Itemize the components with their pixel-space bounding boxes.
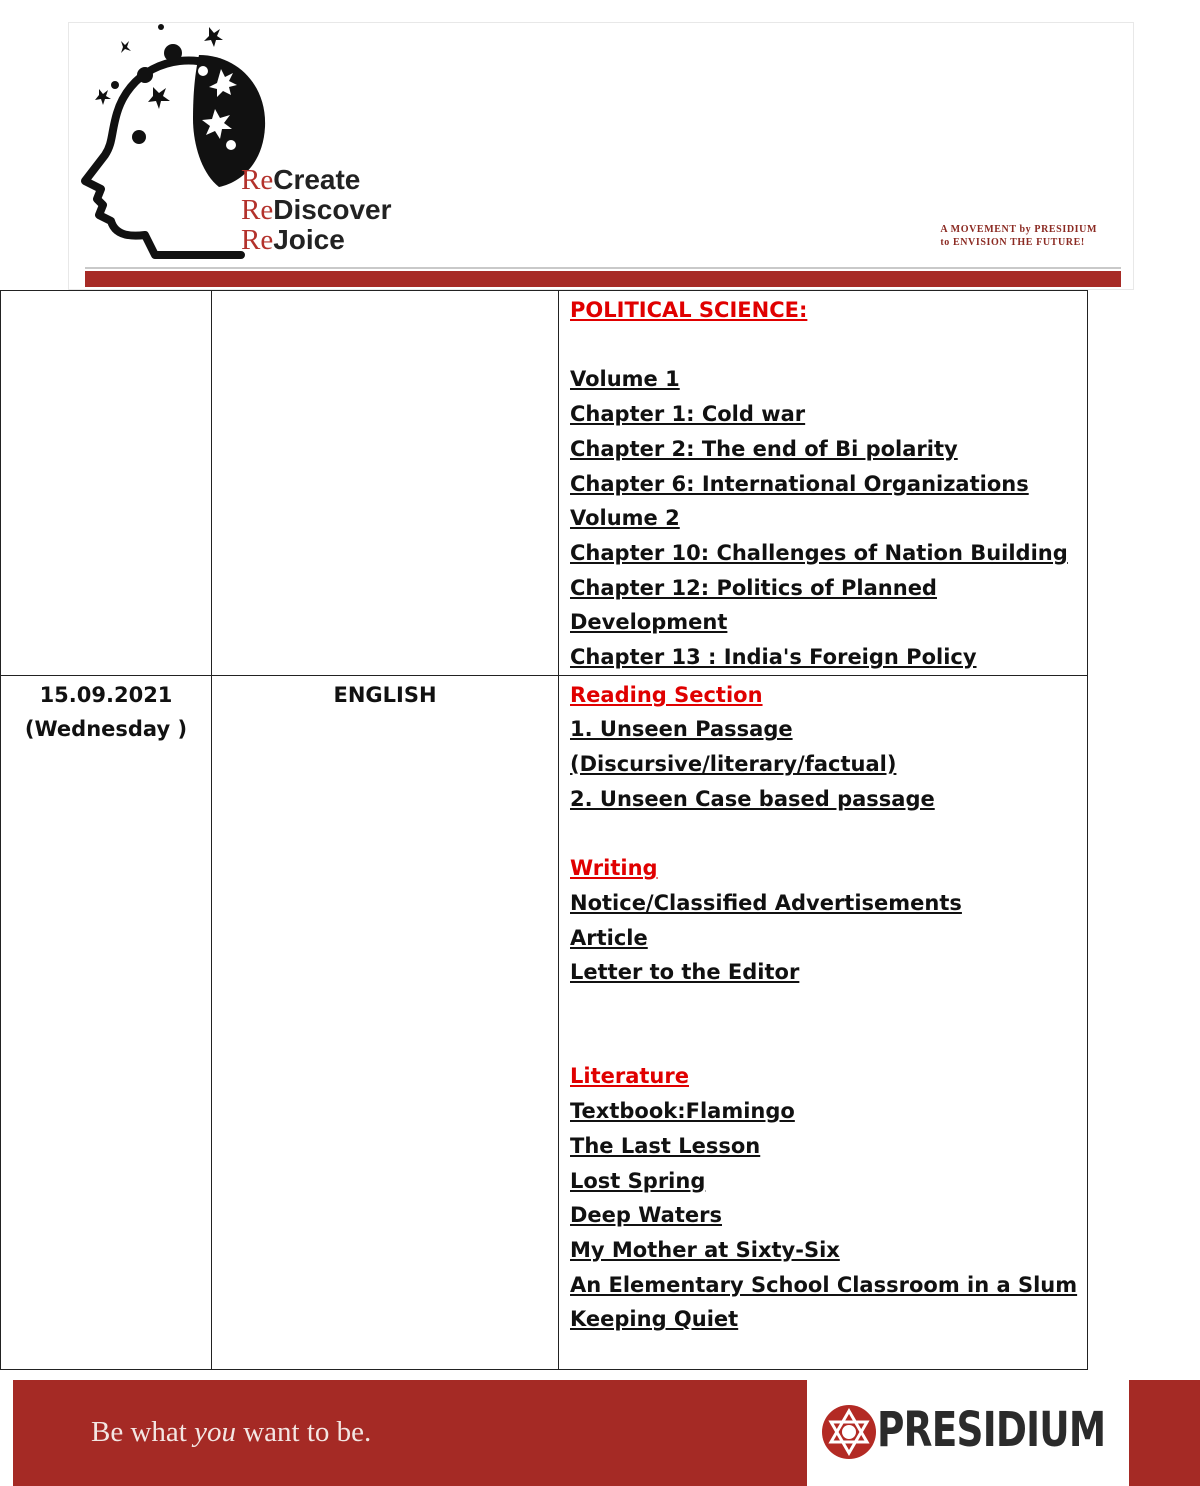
exam-day: (Wednesday ) — [24, 717, 188, 742]
footer-motto — [91, 1416, 371, 1449]
syllabus-cell — [559, 675, 1088, 1369]
syllabus-line: Chapter 10: Challenges of Nation Building — [570, 540, 1068, 565]
syllabus-line: Keeping Quiet — [570, 1307, 739, 1332]
recreate-head-logo-icon — [69, 23, 269, 263]
motto-emphasis: you — [194, 1416, 236, 1448]
syllabus-line: Notice/Classified Advertisements — [570, 890, 962, 915]
syllabus-section-heading: Reading Section — [570, 682, 763, 707]
syllabus-line: 1. Unseen Passage — [570, 717, 793, 742]
table-row — [1, 675, 1088, 1369]
subject-name: ENGLISH — [333, 682, 437, 707]
logo-word: Discover — [273, 194, 392, 225]
syllabus-line: Article — [570, 925, 648, 950]
syllabus-line: Development — [570, 610, 728, 635]
header-tagline — [940, 223, 1097, 249]
logo-prefix: Re — [241, 164, 274, 196]
header-red-bar — [85, 271, 1121, 287]
syllabus-line: Chapter 6: International Organizations — [570, 471, 1029, 496]
syllabus-line: Chapter 2: The end of Bi polarity — [570, 436, 958, 461]
logo-prefix: Re — [241, 224, 274, 256]
syllabus-line: Volume 2 — [570, 506, 680, 531]
subject-cell — [212, 291, 559, 676]
motto-start: Be what — [91, 1416, 195, 1448]
syllabus-line: Chapter 12: Politics of Planned — [570, 575, 937, 600]
syllabus-list — [570, 676, 1087, 1337]
footer-logo-box — [807, 1380, 1129, 1486]
exam-schedule-table — [0, 290, 1088, 1370]
syllabus-list — [570, 291, 1087, 675]
logo-line-rediscover — [241, 195, 392, 225]
syllabus-section-heading: Literature — [570, 1064, 689, 1089]
page-header — [68, 22, 1134, 290]
syllabus-spacer — [570, 817, 1087, 852]
syllabus-line: (Discursive/literary/factual) — [570, 752, 897, 777]
motto-end: want to be. — [235, 1416, 372, 1448]
date-cell — [1, 675, 212, 1369]
date-cell — [1, 291, 212, 676]
syllabus-line: The Last Lesson — [570, 1133, 761, 1158]
exam-date: 15.09.2021 — [39, 682, 173, 707]
tagline-line-1: A MOVEMENT by PRESIDIUM — [940, 224, 1097, 235]
header-divider — [85, 267, 1121, 269]
subject-cell — [212, 675, 559, 1369]
syllabus-line: Deep Waters — [570, 1203, 722, 1228]
syllabus-cell — [559, 291, 1088, 676]
syllabus-spacer — [570, 990, 1087, 1025]
syllabus-section-heading: POLITICAL SCIENCE: — [570, 298, 808, 322]
logo-line-rejoice — [241, 225, 392, 255]
tagline-line-2: to ENVISION THE FUTURE! — [940, 237, 1085, 248]
syllabus-line: 2. Unseen Case based passage — [570, 786, 935, 811]
presidium-star-emblem-icon — [821, 1404, 877, 1460]
logo-word: Joice — [273, 224, 345, 255]
syllabus-spacer — [570, 1025, 1087, 1060]
logo-line-recreate — [241, 165, 392, 195]
page-footer — [13, 1380, 1200, 1486]
syllabus-line: Chapter 1: Cold war — [570, 402, 806, 427]
syllabus-line: Textbook:Flamingo — [570, 1099, 795, 1124]
footer-brand-name: PRESIDIUM — [877, 1402, 1106, 1458]
logo-wordmark — [241, 165, 392, 255]
logo-word: Create — [273, 164, 361, 195]
table-row — [1, 291, 1088, 676]
syllabus-line: Letter to the Editor — [570, 960, 800, 985]
syllabus-line: Chapter 13 : India's Foreign Policy — [570, 645, 977, 670]
logo-prefix: Re — [241, 194, 274, 226]
syllabus-line: Lost Spring — [570, 1168, 706, 1193]
syllabus-section-heading: Writing — [570, 856, 658, 881]
syllabus-spacer — [570, 328, 1087, 363]
syllabus-line: My Mother at Sixty-Six — [570, 1237, 840, 1262]
syllabus-line: An Elementary School Classroom in a Slum — [570, 1272, 1078, 1297]
syllabus-line: Volume 1 — [570, 367, 680, 392]
